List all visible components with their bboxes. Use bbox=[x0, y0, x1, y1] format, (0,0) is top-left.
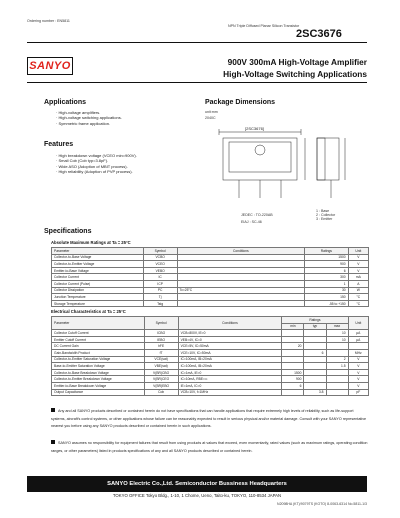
features-list bbox=[56, 153, 137, 175]
application-item: · Symmetric frame application. bbox=[56, 120, 111, 126]
table-cell: V(BR)EBO bbox=[144, 382, 178, 389]
table-cell: MHz bbox=[348, 349, 368, 356]
table-cell: W bbox=[348, 287, 368, 294]
feature-item: · High breakdown voltage (VCEO min=900V). bbox=[56, 153, 137, 158]
table-cell: μA bbox=[348, 330, 368, 337]
table-cell: VCEO bbox=[143, 261, 177, 268]
table-row bbox=[52, 363, 369, 370]
table-cell bbox=[326, 369, 348, 376]
table-cell: fT bbox=[144, 349, 178, 356]
table-cell: Gain-Bandwidth Product bbox=[52, 349, 145, 356]
table-cell bbox=[177, 261, 305, 268]
table-cell bbox=[177, 280, 305, 287]
table-cell: IEBO bbox=[144, 336, 178, 343]
table-cell: Tj bbox=[143, 294, 177, 301]
table-cell: hFE bbox=[144, 343, 178, 350]
col-symbol: Symbol bbox=[143, 248, 177, 255]
title-rule bbox=[27, 82, 367, 83]
table-row bbox=[52, 300, 369, 307]
table-cell bbox=[304, 369, 326, 376]
table-cell: 1 bbox=[305, 280, 348, 287]
table-cell: V bbox=[348, 267, 368, 274]
col-ratings: Ratings bbox=[305, 248, 348, 255]
footer-code: N2098HA (KT)/9079TS (KOTO) 8-0063-6314 No.5811-1/3 bbox=[277, 502, 367, 506]
table-cell: A bbox=[348, 280, 368, 287]
table-cell: IC=100mA, IB=20mA bbox=[178, 363, 282, 370]
title-line-1: 900V 300mA High-Voltage Amplifier bbox=[227, 57, 367, 67]
table-cell bbox=[177, 267, 305, 274]
table-cell bbox=[326, 389, 348, 396]
table-row bbox=[52, 349, 369, 356]
table-cell: V bbox=[348, 356, 368, 363]
col-max: max bbox=[326, 323, 348, 330]
abs-max-table bbox=[51, 247, 369, 307]
table-cell bbox=[282, 330, 304, 337]
table-row bbox=[52, 336, 369, 343]
table-row bbox=[52, 294, 369, 301]
table-cell: V(BR)CEO bbox=[144, 376, 178, 383]
table-cell: 3.8 bbox=[304, 389, 326, 396]
table-cell bbox=[177, 254, 305, 261]
table-cell: V bbox=[348, 369, 368, 376]
specifications-heading: Specifications bbox=[44, 228, 92, 235]
table-cell bbox=[177, 274, 305, 281]
table-cell: Collector Dissipation bbox=[52, 287, 144, 294]
footer-company: SANYO Electric Co.,Ltd. Semiconductor Bussiness Headquarters bbox=[27, 476, 367, 492]
table-cell bbox=[304, 363, 326, 370]
table-cell: 6 bbox=[282, 382, 304, 389]
table-cell: 6 bbox=[305, 267, 348, 274]
table-cell: Emitter Cutoff Current bbox=[52, 336, 145, 343]
table-cell: IC=100mA, IB=20mA bbox=[178, 356, 282, 363]
table-cell: VCE=5V, IC=50mA bbox=[178, 343, 282, 350]
elec-char-title: Electrical Characteristics at Ta = 25°C bbox=[51, 309, 126, 314]
table-cell: Collector-to-Emitter Voltage bbox=[52, 261, 144, 268]
pin-item: 1 : Base bbox=[316, 209, 330, 213]
table-cell: Collector-to-Base Breakdown Voltage bbox=[52, 369, 145, 376]
table-row bbox=[52, 376, 369, 383]
pin-list bbox=[316, 209, 335, 222]
table-cell: 20 bbox=[282, 343, 304, 350]
table-cell: Storage Temperature bbox=[52, 300, 144, 307]
table-cell: PC bbox=[143, 287, 177, 294]
table-cell bbox=[304, 343, 326, 350]
table-cell: mA bbox=[348, 274, 368, 281]
table-row bbox=[52, 274, 369, 281]
table-cell: Junction Temperature bbox=[52, 294, 144, 301]
table-cell: Emitter-to-Base Voltage bbox=[52, 267, 144, 274]
table-cell: V bbox=[348, 254, 368, 261]
table-cell: Output Capacitance bbox=[52, 389, 145, 396]
table-row bbox=[52, 254, 369, 261]
table-cell: 300 bbox=[305, 274, 348, 281]
application-item: · High-voltage switching applications. bbox=[56, 115, 122, 121]
table-cell bbox=[177, 300, 305, 307]
eiaj-code: EIAJ : SC-46 bbox=[241, 220, 262, 224]
table-cell: V bbox=[348, 382, 368, 389]
table-cell: -55 to +150 bbox=[305, 300, 348, 307]
table-cell: Base-to-Emitter Saturation Voltage bbox=[52, 363, 145, 370]
table-cell: DC Current Gain bbox=[52, 343, 145, 350]
pin-item: 3 : Emitter bbox=[316, 217, 333, 222]
table-cell: VEBO bbox=[143, 267, 177, 274]
col-unit: Unit bbox=[348, 317, 368, 330]
col-parameter: Parameter bbox=[52, 248, 144, 255]
bullet-square-icon bbox=[51, 440, 55, 444]
col-typ: typ bbox=[304, 323, 326, 330]
abs-max-title: Absolute Maximum Ratings at Ta = 25°C bbox=[51, 240, 131, 245]
table-cell bbox=[304, 382, 326, 389]
pin-item: 2 : Collector bbox=[316, 213, 336, 218]
table-row bbox=[52, 369, 369, 376]
table-row bbox=[52, 287, 369, 294]
table-row bbox=[52, 343, 369, 350]
table-cell: 1500 bbox=[282, 369, 304, 376]
table-cell: 1.5 bbox=[326, 363, 348, 370]
application-item: · High-voltage amplifiers. bbox=[56, 110, 101, 115]
table-cell: 6 bbox=[304, 349, 326, 356]
table-header-row bbox=[52, 317, 369, 324]
table-cell: IC bbox=[143, 274, 177, 281]
table-cell bbox=[282, 363, 304, 370]
table-cell: V(BR)CBO bbox=[144, 369, 178, 376]
header-rule bbox=[27, 42, 367, 43]
table-cell: IE=1mA, IC=0 bbox=[178, 382, 282, 389]
table-row bbox=[52, 330, 369, 337]
footer-address: TOKYO OFFICE Tokyo Bldg., 1-10, 1 Chome, Ueno, Taito-ku, TOKYO, 110-8534 JAPAN bbox=[112, 493, 282, 498]
table-cell bbox=[326, 343, 348, 350]
table-cell: VCE=10V, IC=50mA bbox=[178, 349, 282, 356]
feature-item: · High reliability (Adoption of PVP process). bbox=[56, 169, 133, 175]
disclaimer-note-1: Any and all SANYO products described or contained herein do not have specifications that can handle applications that require extremely high levels of reliability, such as life-support systems, aircraft's control systems, or other applications whose failure can be reasonably expected to result in serious physical and/or material damage. Consult with your SANYO representative nearest you before using any SANYO products described or contained herein in such applications. bbox=[51, 409, 367, 429]
table-cell bbox=[304, 336, 326, 343]
table-cell: 1500 bbox=[305, 254, 348, 261]
doc-type: NPN Triple Diffused Planar Silicon Transistor bbox=[228, 24, 300, 28]
table-cell: V bbox=[348, 261, 368, 268]
table-cell: μA bbox=[348, 336, 368, 343]
applications-heading: Applications bbox=[44, 99, 87, 106]
table-cell: VCBO bbox=[143, 254, 177, 261]
table-row bbox=[52, 261, 369, 268]
table-cell bbox=[282, 336, 304, 343]
bullet-square-icon bbox=[51, 408, 55, 412]
jedec-code: JEDEC : TO-220AB bbox=[241, 213, 273, 217]
table-row bbox=[52, 267, 369, 274]
col-parameter: Parameter bbox=[52, 317, 145, 330]
package-unit: unit:mm bbox=[205, 110, 218, 114]
table-cell: Collector Current (Pulse) bbox=[52, 280, 144, 287]
col-symbol: Symbol bbox=[144, 317, 178, 330]
table-cell: ICBO bbox=[144, 330, 178, 337]
package-code: 2040C bbox=[205, 116, 216, 120]
title-line-2: High-Voltage Switching Applications bbox=[223, 69, 367, 79]
table-cell bbox=[304, 356, 326, 363]
table-cell bbox=[326, 376, 348, 383]
table-cell: 30 bbox=[305, 287, 348, 294]
table-row bbox=[52, 280, 369, 287]
table-cell bbox=[177, 294, 305, 301]
disclaimer-note-2: SANYO assumes no responsibility for equipment failures that result from using products at values that exceed, even momentarily, rated values (such as maximum ratings, operating condition ranges, or other parameters) listed in products specifications of any and all SANYO products described or contained herein. bbox=[51, 441, 368, 453]
applications-list bbox=[56, 110, 122, 126]
table-cell: Cob bbox=[144, 389, 178, 396]
table-cell bbox=[326, 382, 348, 389]
table-cell bbox=[326, 349, 348, 356]
package-drawing bbox=[205, 124, 371, 204]
table-cell: Emitter-to-Base Breakdown Voltage bbox=[52, 382, 145, 389]
table-cell: 2 bbox=[326, 356, 348, 363]
feature-item: · Small Cob (Cob typ=3.8pF). bbox=[56, 158, 109, 164]
table-cell: IC=10mA, RBE=∞ bbox=[178, 376, 282, 383]
package-label: [2SC3676] bbox=[245, 126, 264, 131]
table-cell: VCB=800V, IE=0 bbox=[178, 330, 282, 337]
table-cell bbox=[282, 356, 304, 363]
table-cell: Collector-to-Emitter Breakdown Voltage bbox=[52, 376, 145, 383]
col-ratings-group: Ratings bbox=[282, 317, 348, 324]
table-row bbox=[52, 389, 369, 396]
elec-char-table bbox=[51, 316, 369, 396]
table-cell: 10 bbox=[326, 330, 348, 337]
table-cell: Collector Current bbox=[52, 274, 144, 281]
table-header-row bbox=[52, 248, 369, 255]
table-row bbox=[52, 356, 369, 363]
package-heading: Package Dimensions bbox=[205, 99, 276, 106]
table-cell: °C bbox=[348, 294, 368, 301]
table-cell bbox=[282, 349, 304, 356]
part-number: 2SC3676 bbox=[296, 28, 342, 40]
table-cell: V bbox=[348, 363, 368, 370]
table-cell: °C bbox=[348, 300, 368, 307]
table-cell: VBE(sat) bbox=[144, 363, 178, 370]
table-cell: Tstg bbox=[143, 300, 177, 307]
feature-item: · Wide ASO (Adoption of MBIT process). bbox=[56, 163, 128, 169]
table-row bbox=[52, 382, 369, 389]
features-heading: Features bbox=[44, 141, 74, 148]
table-cell: 10 bbox=[326, 336, 348, 343]
table-cell: IC=1mA, IE=0 bbox=[178, 369, 282, 376]
table-cell: Tc=25°C bbox=[177, 287, 305, 294]
table-cell: VCE(sat) bbox=[144, 356, 178, 363]
table-cell: Collector Cutoff Current bbox=[52, 330, 145, 337]
ordering-number: Ordering number : EN5811 bbox=[27, 19, 70, 23]
table-cell: pF bbox=[348, 389, 368, 396]
table-cell: V bbox=[348, 376, 368, 383]
col-conditions: Conditions bbox=[177, 248, 305, 255]
table-cell bbox=[282, 389, 304, 396]
table-cell: VCB=10V, f=1MHz bbox=[178, 389, 282, 396]
table-cell: VEB=4V, IC=0 bbox=[178, 336, 282, 343]
col-conditions: Conditions bbox=[178, 317, 282, 330]
table-cell: 900 bbox=[305, 261, 348, 268]
table-cell bbox=[348, 343, 368, 350]
table-cell: ICP bbox=[143, 280, 177, 287]
sanyo-logo: SANYO bbox=[27, 57, 73, 75]
col-unit: Unit bbox=[348, 248, 368, 255]
table-cell: 150 bbox=[305, 294, 348, 301]
table-cell: 900 bbox=[282, 376, 304, 383]
col-min: min bbox=[282, 323, 304, 330]
table-cell: Collector-to-Base Voltage bbox=[52, 254, 144, 261]
table-cell bbox=[304, 376, 326, 383]
table-cell bbox=[304, 330, 326, 337]
table-cell: Collector-to-Emitter Saturation Voltage bbox=[52, 356, 145, 363]
